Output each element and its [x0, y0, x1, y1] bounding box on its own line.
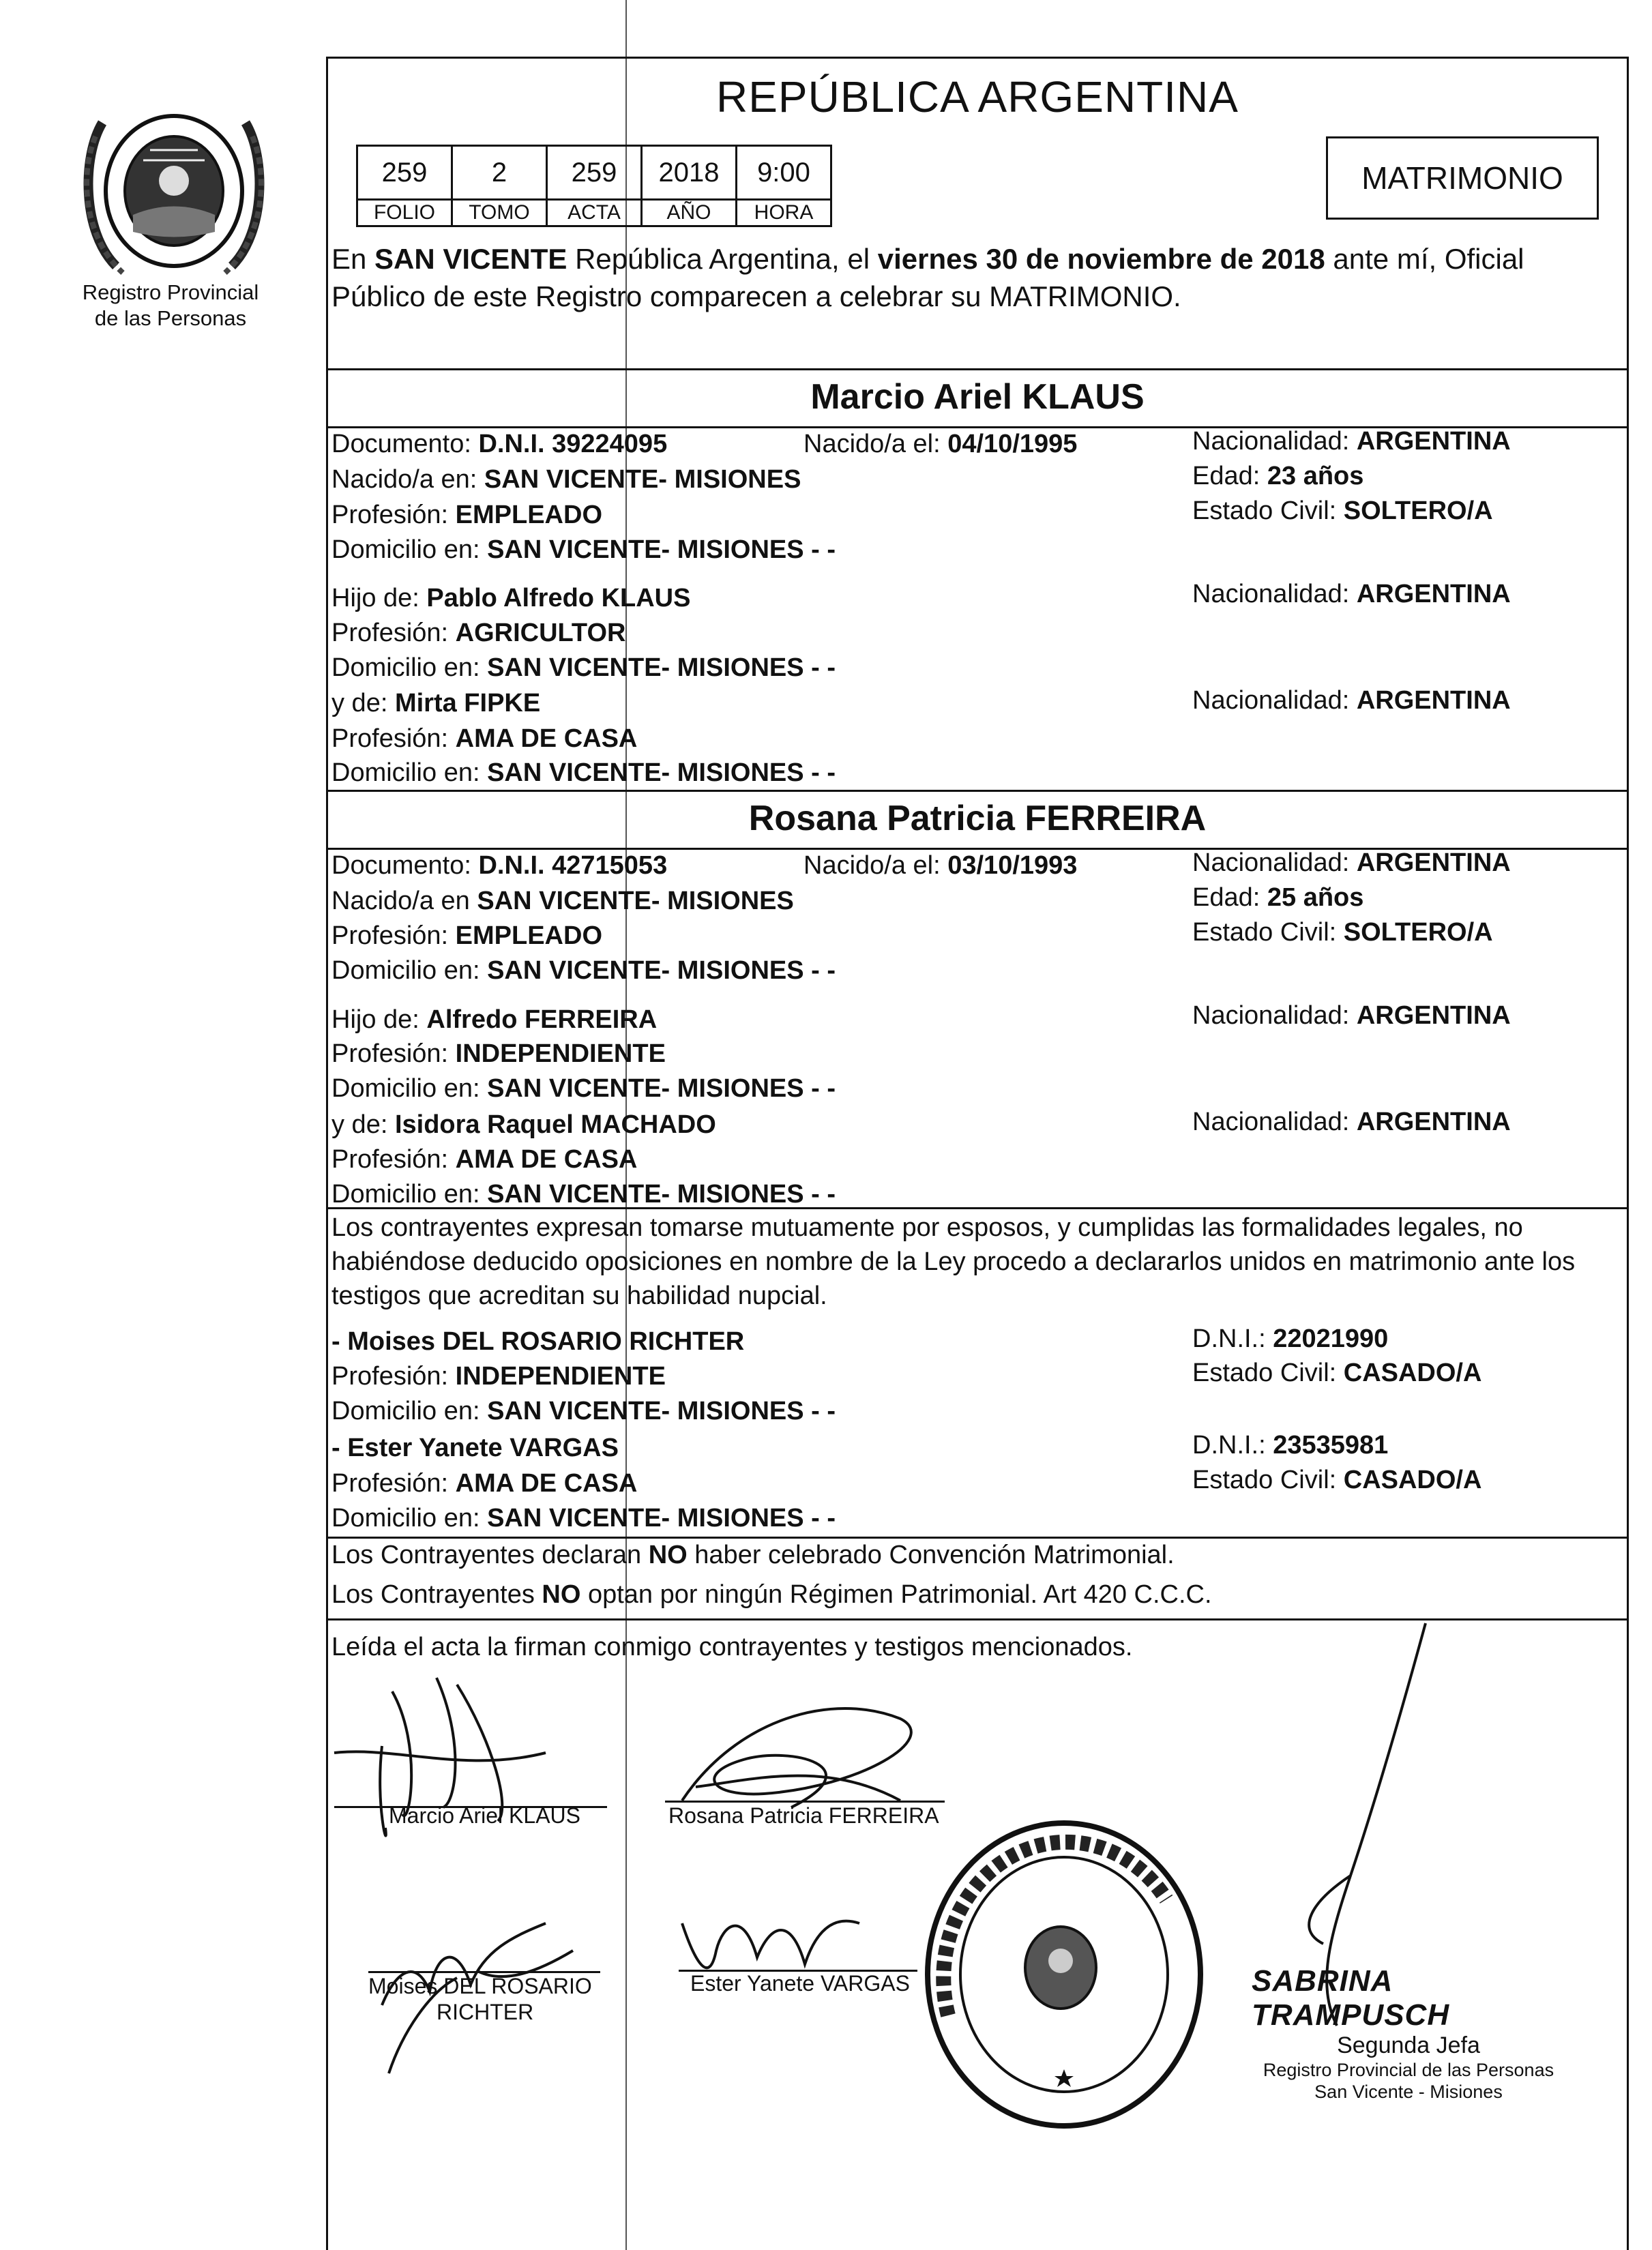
field-value: 25 años — [1267, 883, 1364, 912]
field-label: Nacionalidad: — [1192, 580, 1357, 608]
delegation-stamp-icon — [921, 1818, 1207, 2131]
hora-value: 9:00 — [737, 146, 831, 200]
bride-birthdate — [803, 848, 1077, 883]
field-value: Isidora Raquel MACHADO — [394, 1110, 716, 1139]
bride-document — [331, 848, 667, 883]
convention-line-2 — [331, 1578, 1212, 1612]
convention-no: NO — [542, 1580, 581, 1609]
field-label: Domicilio en: — [331, 758, 488, 787]
field-value: SAN VICENTE- MISIONES - - — [487, 758, 836, 787]
field-label: Profesión: — [331, 1039, 456, 1068]
field-label: Domicilio en: — [331, 956, 488, 985]
divider — [326, 790, 1629, 792]
bride-mother-address — [331, 1177, 836, 1211]
field-label: Estado Civil: — [1192, 497, 1344, 525]
field-label: Profesión: — [331, 921, 456, 950]
field-label: Domicilio en: — [331, 535, 488, 564]
convention-no: NO — [648, 1541, 688, 1569]
anio-value: 2018 — [642, 146, 737, 200]
field-value: SAN VICENTE- MISIONES - - — [487, 1397, 836, 1425]
intro-text: En — [331, 243, 375, 275]
bride-father — [331, 1003, 657, 1037]
bride-father-nationality — [1192, 998, 1511, 1033]
field-value: SAN VICENTE- MISIONES - - — [487, 653, 836, 682]
witness2-civil-status — [1192, 1463, 1481, 1497]
witness1-dni — [1192, 1322, 1388, 1356]
acta-caption: ACTA — [547, 200, 642, 226]
groom-father-nationality — [1192, 577, 1511, 611]
field-label: Nacionalidad: — [1192, 427, 1357, 456]
registry-label-line1: Registro Provincial — [82, 280, 259, 304]
field-label: Documento: — [331, 430, 479, 458]
groom-civil-status — [1192, 494, 1493, 528]
convention-text: Los Contrayentes — [331, 1580, 542, 1609]
field-label: D.N.I.: — [1192, 1431, 1273, 1460]
bride-civil-status — [1192, 915, 1493, 949]
groom-father — [331, 581, 690, 615]
witness2-dni — [1192, 1428, 1388, 1462]
field-value: 23 años — [1267, 462, 1364, 490]
field-label: Hijo de: — [331, 1005, 427, 1034]
tomo-caption: TOMO — [452, 200, 547, 226]
official-office-line2: San Vicente - Misiones — [1314, 2082, 1503, 2102]
field-label: Nacido/a el: — [803, 851, 948, 880]
intro-text: ante mí, Oficial Público de este Registro comparecen a celebrar su MATRIMONIO. — [331, 243, 1524, 312]
bride-profession — [331, 919, 602, 953]
field-value: AGRICULTOR — [455, 619, 626, 647]
field-value: EMPLEADO — [455, 501, 603, 529]
field-value: Alfredo FERREIRA — [426, 1005, 658, 1034]
witness1-profession — [331, 1359, 666, 1393]
field-value: SAN VICENTE- MISIONES - - — [487, 1504, 836, 1533]
field-label: Nacionalidad: — [1192, 848, 1357, 877]
groom-mother — [331, 686, 540, 720]
intro-paragraph — [331, 240, 1624, 315]
registry-label — [41, 280, 300, 331]
field-value: - Moises DEL ROSARIO RICHTER — [331, 1327, 745, 1356]
field-label: y de: — [331, 1110, 395, 1139]
witness1-civil-status — [1192, 1356, 1481, 1390]
acta-value: 259 — [547, 146, 642, 200]
provincia-misiones-seal-icon — [75, 95, 273, 286]
witness1-signature-name-line2: RICHTER — [437, 2000, 534, 2024]
folio-value: 259 — [357, 146, 452, 200]
groom-address — [331, 533, 836, 567]
field-label: Profesión: — [331, 1362, 456, 1391]
tomo-value: 2 — [452, 146, 547, 200]
field-value: INDEPENDIENTE — [455, 1039, 666, 1068]
witness2-signature-name: Ester Yanete VARGAS — [690, 1971, 910, 1996]
field-label: Hijo de: — [331, 584, 427, 612]
witness2-profession — [331, 1466, 637, 1500]
field-value: 23535981 — [1273, 1431, 1389, 1460]
field-value: D.N.I. 39224095 — [478, 430, 668, 458]
field-value: 22021990 — [1273, 1324, 1389, 1353]
field-value: SAN VICENTE- MISIONES — [477, 887, 794, 915]
field-value: AMA DE CASA — [455, 724, 638, 753]
groom-profession — [331, 498, 602, 532]
field-value: 04/10/1995 — [947, 430, 1078, 458]
field-value: INDEPENDIENTE — [455, 1362, 666, 1391]
witness2-name — [331, 1431, 619, 1465]
bride-signature-name: Rosana Patricia FERREIRA — [668, 1803, 939, 1828]
field-value: CASADO/A — [1343, 1466, 1482, 1494]
field-label: Domicilio en: — [331, 1074, 488, 1103]
anio-caption: AÑO — [642, 200, 737, 226]
witness1-name — [331, 1324, 744, 1359]
field-label: y de: — [331, 689, 395, 717]
convention-line-1 — [331, 1538, 1175, 1572]
groom-mother-nationality — [1192, 683, 1511, 717]
field-label: Edad: — [1192, 462, 1267, 490]
bride-father-address — [331, 1071, 836, 1106]
field-value: SAN VICENTE- MISIONES — [484, 465, 801, 494]
field-label: Nacionalidad: — [1192, 1001, 1357, 1030]
field-value: SAN VICENTE- MISIONES - - — [487, 1180, 836, 1209]
divider — [326, 368, 1629, 370]
bride-mother-nationality — [1192, 1105, 1511, 1139]
field-value: EMPLEADO — [455, 921, 603, 950]
field-value: ARGENTINA — [1356, 427, 1511, 456]
official-office-line1: Registro Provincial de las Personas — [1263, 2060, 1554, 2080]
field-value: Pablo Alfredo KLAUS — [426, 584, 691, 612]
groom-mother-profession — [331, 722, 637, 756]
groom-birthdate — [803, 427, 1077, 461]
field-label: Documento: — [331, 851, 479, 880]
groom-mother-address — [331, 756, 836, 790]
field-label: Estado Civil: — [1192, 918, 1344, 947]
intro-date: viernes 30 de noviembre de 2018 — [877, 243, 1325, 275]
field-label: Domicilio en: — [331, 1504, 488, 1533]
groom-nationality — [1192, 424, 1511, 458]
field-value: SAN VICENTE- MISIONES - - — [487, 1074, 836, 1103]
field-label: Nacido/a en: — [331, 465, 484, 494]
witness2-address — [331, 1501, 836, 1535]
convention-text: haber celebrado Convención Matrimonial. — [687, 1541, 1175, 1569]
groom-age — [1192, 459, 1363, 493]
field-value: ARGENTINA — [1356, 1108, 1511, 1136]
bride-mother — [331, 1108, 716, 1142]
field-label: Nacido/a en — [331, 887, 477, 915]
bride-birthplace — [331, 884, 794, 918]
field-value: AMA DE CASA — [455, 1145, 638, 1174]
folio-caption: FOLIO — [357, 200, 452, 226]
record-type-box: MATRIMONIO — [1326, 136, 1599, 220]
field-value: ARGENTINA — [1356, 580, 1511, 608]
registry-label-line2: de las Personas — [94, 306, 247, 330]
field-value: AMA DE CASA — [455, 1469, 638, 1498]
official-block — [1252, 1964, 1565, 2103]
field-value: SAN VICENTE- MISIONES - - — [487, 956, 836, 985]
intro-text: República Argentina, el — [567, 243, 878, 275]
bride-nationality — [1192, 846, 1511, 880]
declaration-paragraph: Los contrayentes expresan tomarse mutuamente por esposos, y cumplidas las formalidades legales, no habiéndose deducido oposiciones en nombre de la Ley procedo a declararlos unidos en matrimonio ante los testigos que acreditan su habilidad nupcial. — [331, 1213, 1576, 1310]
field-value: Mirta FIPKE — [394, 689, 541, 717]
field-label: Nacionalidad: — [1192, 686, 1357, 715]
field-value: ARGENTINA — [1356, 848, 1511, 877]
witness1-address — [331, 1394, 836, 1428]
country-title: REPÚBLICA ARGENTINA — [716, 72, 1239, 121]
field-label: Nacido/a el: — [803, 430, 948, 458]
convention-text: optan por ningún Régimen Patrimonial. Art 420 C.C.C. — [580, 1580, 1212, 1609]
groom-document — [331, 427, 667, 461]
field-value: D.N.I. 42715053 — [478, 851, 668, 880]
field-label: Edad: — [1192, 883, 1267, 912]
field-value: 03/10/1993 — [947, 851, 1078, 880]
field-value: CASADO/A — [1343, 1359, 1482, 1387]
field-label: Profesión: — [331, 619, 456, 647]
field-label: Profesión: — [331, 1145, 456, 1174]
field-label: Domicilio en: — [331, 653, 488, 682]
closing-statement: Leída el acta la firman conmigo contrayentes y testigos mencionados. — [331, 1633, 1133, 1661]
official-title: Segunda Jefa — [1337, 2032, 1480, 2058]
convention-text: Los Contrayentes declaran — [331, 1541, 649, 1569]
field-value: SOLTERO/A — [1343, 918, 1493, 947]
field-label: D.N.I.: — [1192, 1324, 1273, 1353]
bride-name-heading: Rosana Patricia FERREIRA — [748, 799, 1207, 838]
field-label: Nacionalidad: — [1192, 1108, 1357, 1136]
groom-birthplace — [331, 462, 801, 497]
bride-father-profession — [331, 1037, 666, 1071]
groom-father-profession — [331, 616, 625, 650]
field-label: Profesión: — [331, 501, 456, 529]
official-name: SABRINA TRAMPUSCH — [1252, 1964, 1450, 2032]
field-value: ARGENTINA — [1356, 1001, 1511, 1030]
field-label: Domicilio en: — [331, 1397, 488, 1425]
field-label: Estado Civil: — [1192, 1466, 1344, 1494]
field-label: Profesión: — [331, 1469, 456, 1498]
bride-mother-profession — [331, 1142, 637, 1176]
groom-name-heading: Marcio Ariel KLAUS — [810, 377, 1145, 417]
field-value: ARGENTINA — [1356, 686, 1511, 715]
field-value: - Ester Yanete VARGAS — [331, 1434, 619, 1462]
field-label: Profesión: — [331, 724, 456, 753]
hora-caption: HORA — [737, 200, 831, 226]
witness1-signature-name: Moises DEL ROSARIO — [368, 1974, 592, 1998]
field-label: Domicilio en: — [331, 1180, 488, 1209]
field-value: SOLTERO/A — [1343, 497, 1493, 525]
record-meta-table — [356, 145, 832, 227]
field-value: SAN VICENTE- MISIONES - - — [487, 535, 836, 564]
groom-signature-name: Marcio Ariel KLAUS — [389, 1803, 580, 1828]
intro-place: SAN VICENTE — [374, 243, 567, 275]
bride-address — [331, 953, 836, 988]
field-label: Estado Civil: — [1192, 1359, 1344, 1387]
groom-father-address — [331, 651, 836, 685]
bride-age — [1192, 880, 1363, 915]
